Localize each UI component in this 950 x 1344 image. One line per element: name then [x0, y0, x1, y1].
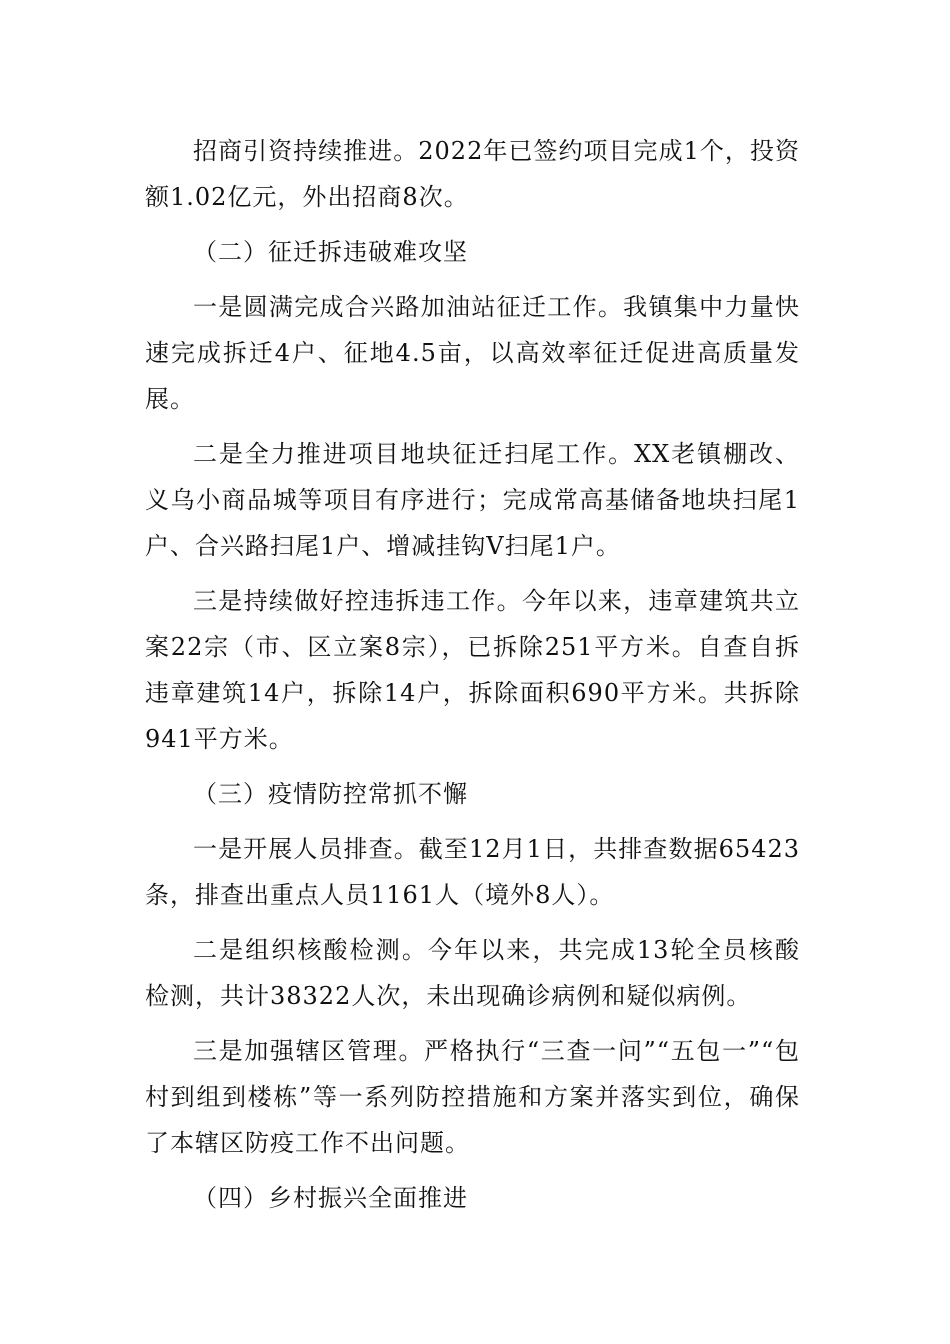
section-heading-epidemic: （三）疫情防控常抓不懈: [193, 780, 468, 808]
section-heading-demolition: （二）征迁拆违破难攻坚: [193, 238, 468, 266]
paragraph-illegal-construction: 三是持续做好控违拆违工作。今年以来，违章建筑共立案22宗（市、区立案8宗），已拆除251平方米。自查自拆违章建筑14户，拆除14户，拆除面积690平方米。共拆除941平方米。: [145, 587, 800, 753]
paragraph-screening: 一是开展人员排查。截至12月1日，共排查数据65423条，排查出重点人员1161人（境外8人）。: [145, 835, 800, 909]
paragraph-management: 三是加强辖区管理。严格执行“三查一问”“五包一”“包村到组到楼栋”等一系列防控措施和方案并落实到位，确保了本辖区防疫工作不出问题。: [145, 1037, 800, 1157]
paragraph-investment: 招商引资持续推进。2022年已签约项目完成1个，投资额1.02亿元，外出招商8次。: [145, 137, 800, 211]
paragraph-plot-cleanup: 二是全力推进项目地块征迁扫尾工作。XX老镇棚改、义乌小商品城等项目有序进行；完成常高基储备地块扫尾1户、合兴路扫尾1户、增减挂钩V扫尾1户。: [145, 440, 800, 560]
paragraph-testing: 二是组织核酸检测。今年以来，共完成13轮全员核酸检测，共计38322人次，未出现确诊病例和疑似病例。: [145, 936, 800, 1010]
section-heading-rural: （四）乡村振兴全面推进: [193, 1184, 468, 1212]
paragraph-gas-station: 一是圆满完成合兴路加油站征迁工作。我镇集中力量快速完成拆迁4户、征地4.5亩，以高效率征迁促进高质量发展。: [145, 293, 800, 413]
